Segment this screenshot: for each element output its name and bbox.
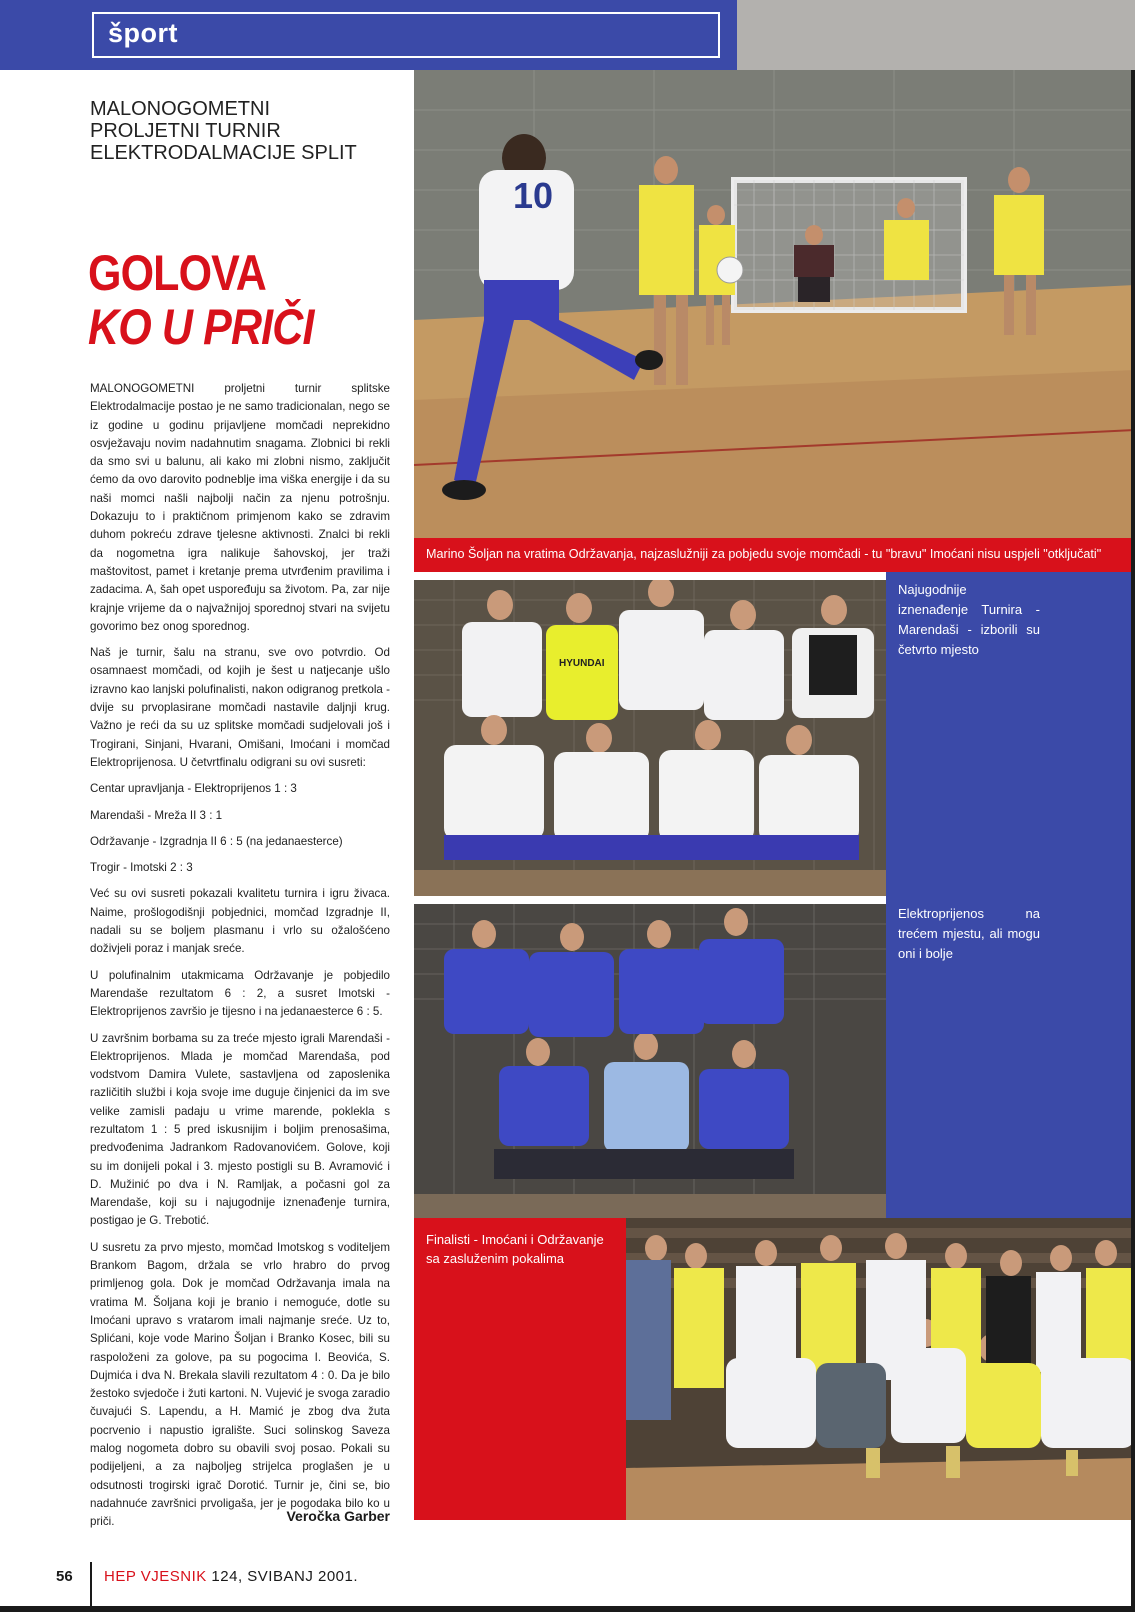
photo-team-elektroprijenos [414,904,886,1218]
score-line: Centar upravljanja - Elektroprijenos 1 : 3 [90,782,297,796]
article-author: Veročka Garber [286,1508,390,1524]
score-line: Održavanje - Izgradnja II 6 : 5 (na jedanaesterce) [90,834,343,848]
caption-photo-4: Finalisti - Imoćani i Održavanje sa zasluženim pokalima [426,1232,604,1266]
sponsor-text: HYUNDAI [559,658,605,669]
paragraph: U susretu za prvo mjesto, momčad Imotskog s voditeljem Brankom Bagom, držala se vrlo hrabro do prvog primljenog gola. Dok je momčad Održavanja imala na vratima M. Šoljana koji je branio i nemoguće, dotle su Imoćani upravo s vratarom imali najmanje sreće. Uz to, Splićani, koje vode Marino Šoljan i Branko Kosec, bili su raspoloženi za golove, pa su pogocima I. Beovića, S. Dujmića i dva N. Brekala slavili rezultatom 4 : 0. Da je bilo žestoko svjedoče i žuti kartoni. N. Vujević je svoga zaradio čuvajući S. Lapendu, a H. Mamić je zbog dva žuta pocrvenio i napustio igralište. Suci solinskog Saveza malog nogometa dobro su obavili svoj posao. Pokali su podijeljeni, a za najboljeg strijelca proglašen je u odsutnosti trogirski igrač Dorotić. Turnir je, čini se, bio nadahnuće završnici prvoligaša, jer je pogodaka bilo ko u priči. [90,1240,390,1529]
kicker-line: ELEKTRODALMACIJE SPLIT [90,142,357,164]
score-line: Marendaši - Mreža II 3 : 1 [90,808,223,822]
caption-panel-blue [886,572,1135,1218]
paragraph: U polufinalnim utakmicama Održavanje je pobjedilo Marendaše rezultatom 6 : 2, a susret Imotski - Elektroprijenos završio je tijesno i na jedanaesterce 6 : 5. [90,968,390,1019]
headline-line-2: KO U PRIČI [88,299,314,355]
article-headline [88,246,350,354]
paragraph: Već su ovi susreti pokazali kvalitetu turnira i igru živaca. Naime, prošlogodišnji pobjednici, momčad Izgradnje II, nadali su se boljem plasmanu i vrlo su ožalošćeno doživjeli poraz i manjak sreće. [90,887,390,956]
issue-info: 124, SVIBANJ 2001. [206,1568,359,1585]
article-kicker [90,98,400,164]
headline-line-1: GOLOVA [88,245,266,301]
article-body [90,380,390,1540]
photo-team-marendasi [414,580,886,896]
right-border [1131,70,1135,1612]
kicker-line: MALONOGOMETNI [90,98,271,120]
score-line: Trogir - Imotski 2 : 3 [90,861,193,875]
page-number: 56 [56,1568,73,1585]
bottom-border [0,1606,1135,1612]
caption-photo-2: Najugodnije iznenađenje Turnira - Marendaši - izborili su četvrto mjesto [898,582,1040,657]
magazine-name: HEP VJESNIK [104,1568,207,1585]
section-title: šport [108,18,178,48]
paragraph: U završnim borbama su za treće mjesto igrali Marendaši - Elektroprijenos. Mlada je momčad Marendaša, pod vodstvom Damira Vulete, sastavljena od zaposlenika različitih službi i koja svoje ime duguje činjenici da im sve velike zamisli padaju u vrime marende, poklekla s rezultatom 1 : 5 pred iskusnijim i boljim prenosašima, predvođenima Jadrankom Radovanovićem. Golove, koji su im donijeli pokal i 3. mjesto postigli su B. Avramović i D. Mužinić po dva i N. Ramljak, a počasni gol za Marendaše, koji su i najugodnije iznenađenje turnira, postigao je G. Trebotić. [90,1031,390,1228]
photo-match-action [414,70,1135,538]
jersey-number: 10 [513,175,554,216]
photo-gap [414,896,886,904]
photo-finalists [626,1218,1135,1520]
paragraph: MALONOGOMETNI proljetni turnir splitske Elektrodalmacije postao je ne samo tradicionalan, nego se iz godine u godinu prijavljene momčadi neprekidno osvježavaju novim nadahnutim snagama. Zlobnici bi rekli da smo svi u balunu, ali kako mi zlobni nismo, zaključit ćemo da ovo darovito podneblje ima viška energije i da su naši momci našli najbolji način za njenu potrošnju. Dokazuju to i praktičnom primjenom kako se zdravim duhom pokreću zdrave tjelesne aktivnosti. Znalci bi rekli da nogometna igra nalikuje šahovskoj, jer traži maštovitost, pamet i kretanje prema utvrđenim pravilima i zadacima. A, šah opet uspoređuju sa životom. Pa, zar nije krajnje vrijeme da o najvažnijoj sporednoj stvari na svijetu govorimo bez onog sporednog. [90,382,390,633]
paragraph: Naš je turnir, šalu na stranu, sve ovo potvrdio. Od osamnaest momčadi, od kojih je šest u natjecanje ušlo izravno kao lanjski polufinalisti, nakon odigranog pretkola - dvije su prvoplasirane momčadi nastavile daljnji krug. Važno je reći da su uz splitske momčadi sudjelovali još i Trogirani, Sinjani, Hvarani, Omišani, Imoćani i momčad Elektroprijenosa. U četvrtfinalu odigrani su ovi susreti: [90,646,390,769]
header-gray-block [737,0,1135,70]
footer-publication [104,1568,358,1585]
footer-rule [90,1562,92,1612]
caption-photo-3: Elektroprijenos na trećem mjestu, ali mogu oni i bolje [898,906,1040,961]
section-frame [92,12,720,58]
kicker-line: PROLJETNI TURNIR [90,120,281,142]
caption-photo-1: Marino Šoljan na vratima Održavanja, najzaslužniji za pobjedu svoje momčadi - tu "bravu" Imoćani nisu uspjeli "otključati" [414,538,1135,572]
